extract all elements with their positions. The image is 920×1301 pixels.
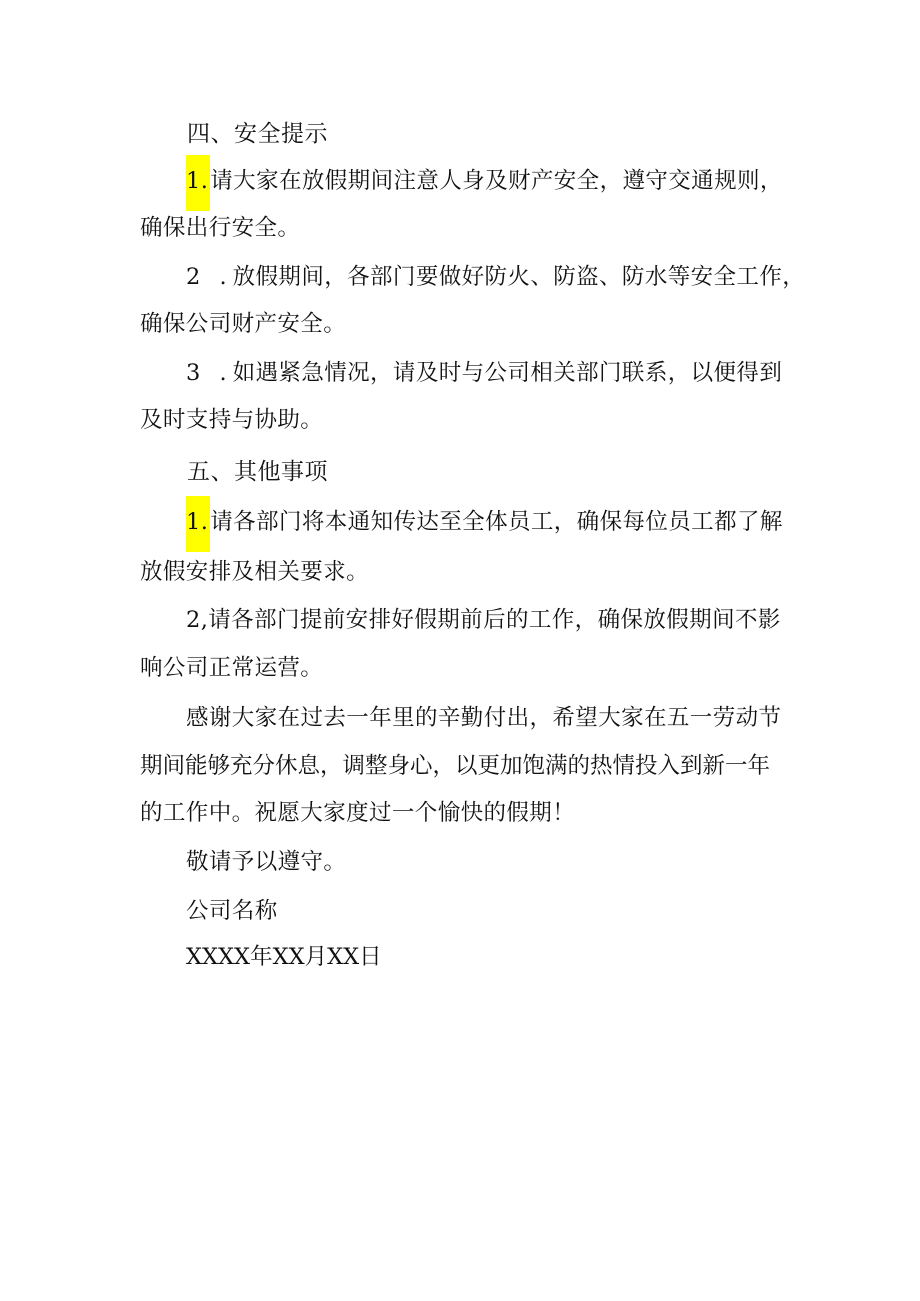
item-text: 请各部门将本通知传达至全体员工，确保每位员工都了解 <box>210 509 783 535</box>
company-name: 公司名称 <box>186 898 278 924</box>
closing-line-1: 感谢大家在过去一年里的辛勤付出，希望大家在五一劳动节 <box>186 705 782 731</box>
item-number: 2 . <box>186 264 233 290</box>
item-text: 放假期间，各部门要做好防火、防盗、防水等安全工作， <box>232 264 806 290</box>
item-number: 3 . <box>186 360 233 386</box>
other-item-1-continuation: 放假安排及相关要求。 <box>140 559 370 585</box>
document-date: XXXX年XX月XX日 <box>186 944 382 970</box>
closing-line-3: 的工作中。祝愿大家度过一个愉快的假期！ <box>140 800 576 826</box>
section-heading-safety: 四、安全提示 <box>187 121 328 147</box>
item-text: 如遇紧急情况，请及时与公司相关部门联系，以便得到 <box>232 360 783 386</box>
other-item-1 <box>186 506 806 552</box>
safety-item-3 <box>186 357 806 389</box>
safety-item-2 <box>186 261 806 293</box>
other-item-2 <box>186 604 806 636</box>
safety-item-3-continuation: 及时支持与协助。 <box>140 407 324 433</box>
item-text: 请各部门提前安排好假期前后的工作，确保放假期间不影 <box>208 607 781 633</box>
item-number: 2, <box>186 607 209 633</box>
item-text: 请大家在放假期间注意人身及财产安全，遵守交通规则， <box>210 168 783 194</box>
item-number-highlight: 1. <box>186 155 210 211</box>
closing-line-2: 期间能够充分休息，调整身心，以更加饱满的热情投入到新一年 <box>140 753 771 779</box>
section-heading-other: 五、其他事项 <box>187 459 328 485</box>
safety-item-1-continuation: 确保出行安全。 <box>140 215 301 241</box>
compliance-note: 敬请予以遵守。 <box>186 849 347 875</box>
other-item-2-continuation: 响公司正常运营。 <box>140 655 324 681</box>
safety-item-2-continuation: 确保公司财产安全。 <box>140 311 347 337</box>
safety-item-1 <box>186 165 806 211</box>
item-number-highlight: 1. <box>186 496 210 552</box>
